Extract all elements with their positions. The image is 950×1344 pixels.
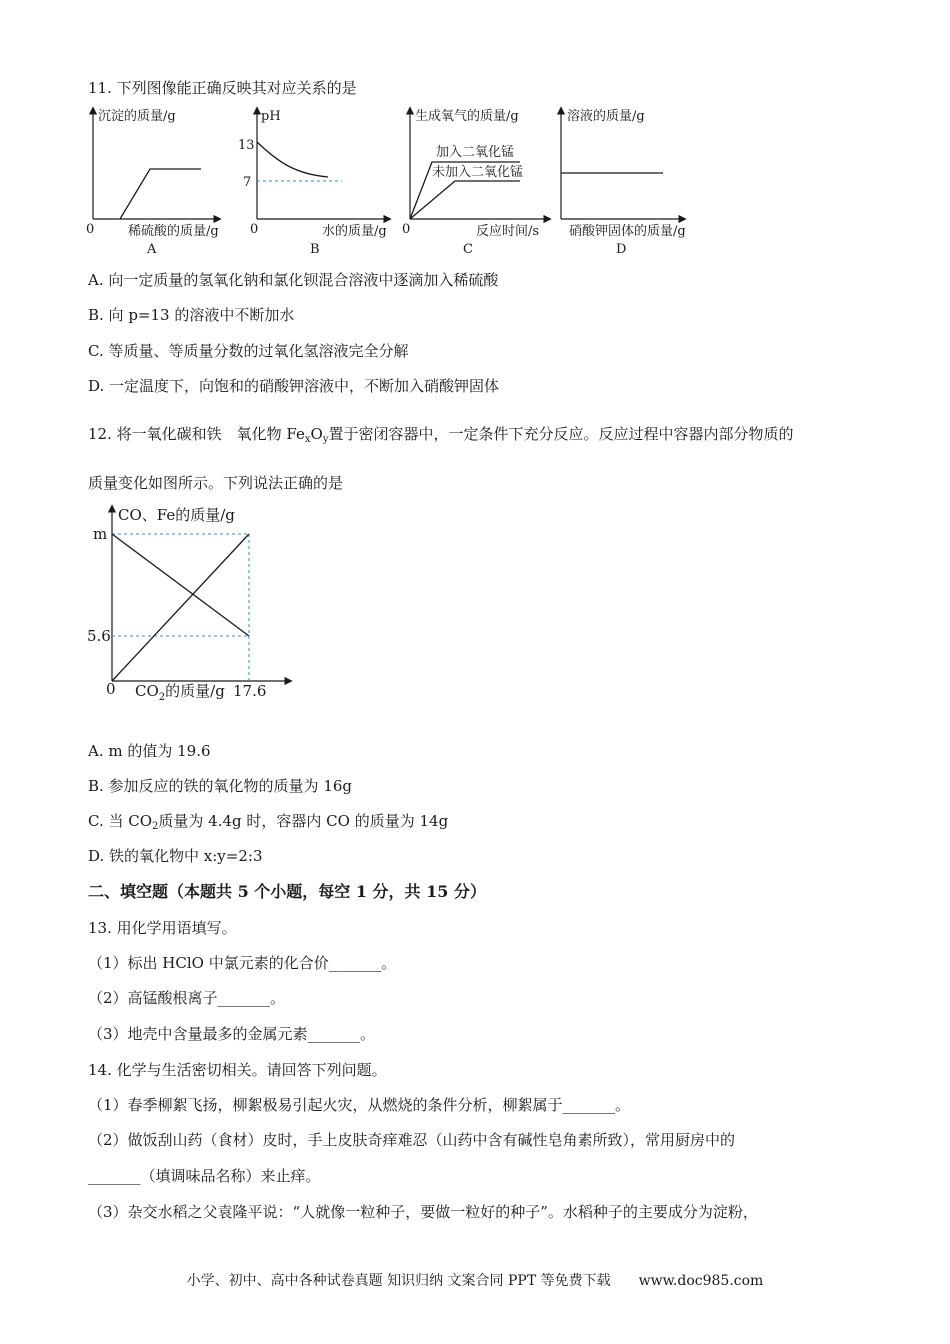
q12-fe-line <box>112 534 249 681</box>
q12-option-b: B. 参加反应的铁的氧化物的质量为 16g <box>88 777 353 795</box>
chart-b-tick-13: 13 <box>238 138 255 153</box>
chart-a-ylabel: 沉淀的质量/g <box>98 109 176 124</box>
q12-stem-line2: 质量变化如图所示。下列说法正确的是 <box>88 474 344 492</box>
q12-option-c: C. 当 $CO_2$质量为 4.4g 时，容器内 CO 的质量为 14g <box>88 812 449 832</box>
chart-b-origin: 0 <box>250 222 259 237</box>
q12-option-a: A. m 的值为 19.6 <box>88 742 211 760</box>
chart-c-xlabel: 反应时间/s <box>476 224 540 239</box>
chart-a <box>86 108 220 257</box>
q12-xlabel: $CO_2$的质量/g <box>135 682 225 703</box>
q14-stem: 14. 化学与生活密切相关。请回答下列问题。 <box>88 1061 387 1079</box>
q12-chart <box>85 500 305 710</box>
q12-tick-m: m <box>93 525 108 543</box>
chart-d <box>561 108 686 257</box>
chart-d-ylabel: 溶液的质量/g <box>567 109 645 124</box>
chart-a-letter: A <box>147 242 157 257</box>
chart-c-series-1: 加入二氧化锰 <box>436 145 515 160</box>
chart-c-line-no-mno2 <box>410 181 520 219</box>
chart-a-origin: 0 <box>86 222 95 237</box>
chart-c-origin: 0 <box>402 222 411 237</box>
chart-c-letter: C <box>463 242 473 257</box>
q12-ylabel: CO、Fe的质量/g <box>118 506 235 524</box>
footer: 小学、初中、高中各种试卷真题 知识归纳 文案合同 PPT 等免费下载 www.doc985.com <box>186 1273 764 1289</box>
chart-a-line <box>120 169 201 219</box>
chart-b <box>238 108 390 257</box>
q12-tick-176: 17.6 <box>233 682 267 700</box>
q13-item-1: （1）标出 HClO 中氯元素的化合价_______。 <box>88 954 397 972</box>
q13-item-2: （2）高锰酸根离子_______。 <box>88 989 286 1007</box>
chart-b-xlabel: 水的质量/g <box>322 224 387 239</box>
q11-option-c: C. 等质量、等质量分数的过氧化氢溶液完全分解 <box>88 342 409 360</box>
chart-a-xlabel: 稀硫酸的质量/g <box>128 224 219 239</box>
q14-item-3: （3）杂交水稻之父袁隆平说：“人就像一粒种子，要做一粒好的种子”。水稻种子的主要成分为淀粉， <box>88 1203 758 1221</box>
q12-co-line <box>112 534 249 636</box>
q14-item-2-cont: _______（填调味品名称）来止痒。 <box>88 1167 321 1185</box>
chart-c-series-2: 未加入二氧化锰 <box>432 165 524 180</box>
q12-stem: 12. 将一氧化碳和铁 氧化物 $Fe_xO_y$置于密闭容器中，一定条件下充分反应。反应过程中容器内部分物质的 <box>88 425 794 445</box>
q11-stem: 11. 下列图像能正确反映其对应关系的是 <box>88 79 357 97</box>
q11-option-d: D. 一定温度下，向饱和的硝酸钾溶液中，不断加入硝酸钾固体 <box>88 377 500 395</box>
q11-option-a: A. 向一定质量的氢氧化钠和氯化钡混合溶液中逐滴加入稀硫酸 <box>88 271 499 289</box>
q12-tick-56: 5.6 <box>87 627 111 645</box>
q14-item-2: （2）做饭刮山药（食材）皮时，手上皮肤奇痒难忍（山药中含有碱性皂角素所致），常用厨房中的 <box>88 1131 736 1149</box>
q11-charts <box>80 100 720 260</box>
section2-heading: 二、填空题（本题共 5 个小题，每空 1 分，共 15 分） <box>88 882 486 901</box>
chart-c-ylabel: 生成氧气的质量/g <box>415 109 519 124</box>
q13-stem: 13. 用化学用语填写。 <box>88 919 237 937</box>
q12-origin: 0 <box>106 680 116 698</box>
chart-b-curve <box>257 142 328 177</box>
chart-b-tick-7: 7 <box>243 175 252 190</box>
chart-d-xlabel: 硝酸钾固体的质量/g <box>569 224 686 239</box>
chart-b-letter: B <box>310 242 320 257</box>
q12-option-d: D. 铁的氧化物中 x:y=2:3 <box>88 847 263 865</box>
q13-item-3: （3）地壳中含量最多的金属元素_______。 <box>88 1025 376 1043</box>
chart-d-letter: D <box>616 242 627 257</box>
chart-b-ylabel: pH <box>261 109 281 124</box>
chart-c <box>402 108 550 257</box>
q14-item-1: （1）春季柳絮飞扬，柳絮极易引起火灾，从燃烧的条件分析，柳絮属于_______。 <box>88 1096 631 1114</box>
q11-option-b: B. 向 p=13 的溶液中不断加水 <box>88 306 295 324</box>
